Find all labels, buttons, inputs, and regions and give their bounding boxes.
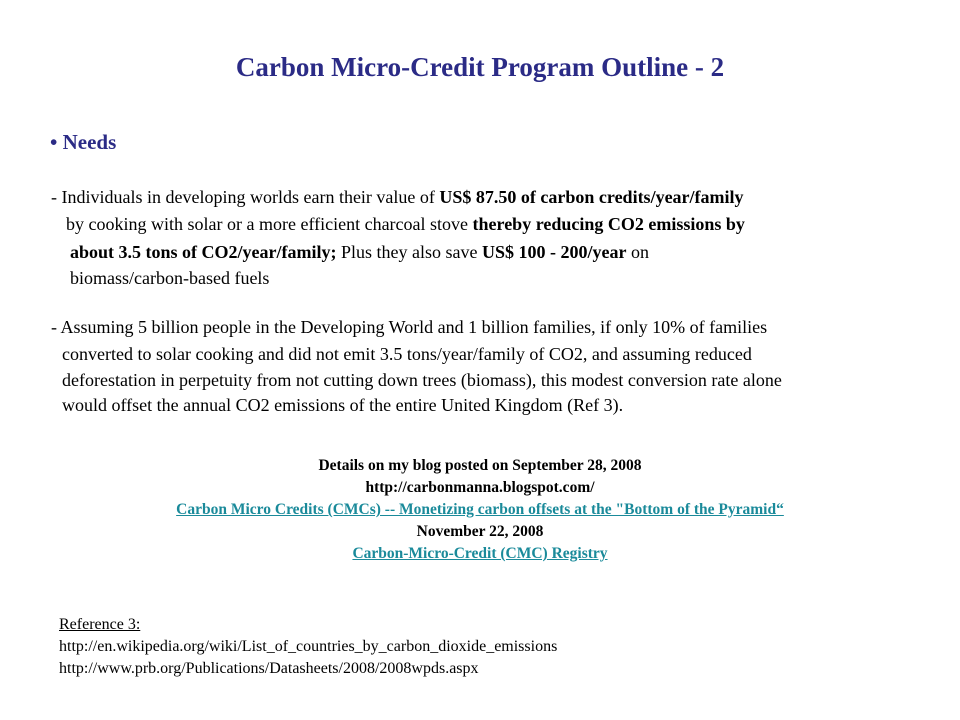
reference-url-prb: http://www.prb.org/Publications/Datasheets/2008/2008wpds.aspx [59, 660, 479, 677]
earnings-line-1-text: - Individuals in developing worlds earn their value of [51, 187, 440, 207]
earnings-line-2 [66, 210, 745, 238]
reference-block [59, 614, 557, 680]
blog-post-date: Details on my blog posted on September 28, 2008 [318, 457, 642, 474]
assumption-line-2: converted to solar cooking and did not emit 3.5 tons/year/family of CO2, and assuming reduced [62, 344, 752, 364]
reference-label: Reference 3: [59, 616, 141, 633]
assumption-line-3: deforestation in perpetuity from not cutting down trees (biomass), this modest conversion rate alone [62, 370, 782, 390]
reference-url-wikipedia: http://en.wikipedia.org/wiki/List_of_countries_by_carbon_dioxide_emissions [59, 638, 558, 655]
earnings-line-1-bold: US$ 87.50 of carbon credits/year/family [439, 187, 744, 207]
earnings-line-3-text-2: on [626, 242, 649, 262]
cmc-registry-link[interactable]: Carbon-Micro-Credit (CMC) Registry [352, 545, 608, 562]
registry-date: November 22, 2008 [416, 523, 544, 540]
earnings-line-4: biomass/carbon-based fuels [70, 268, 270, 288]
earnings-line-3-bold-2: US$ 100 - 200/year [481, 242, 627, 262]
cmc-blog-link[interactable]: Carbon Micro Credits (CMCs) -- Monetizing carbon offsets at the "Bottom of the Pyramid“ [176, 501, 784, 518]
earnings-line-3 [70, 238, 649, 266]
blog-details [0, 455, 960, 565]
assumption-line-4: would offset the annual CO2 emissions of the entire United Kingdom (Ref 3). [62, 395, 624, 415]
blog-url: http://carbonmanna.blogspot.com/ [365, 479, 595, 496]
assumption-line-1: - Assuming 5 billion people in the Developing World and 1 billion families, if only 10% of families [51, 317, 768, 337]
earnings-line-3-bold: about 3.5 tons of CO2/year/family; [70, 242, 337, 262]
earnings-line-3-text: Plus they also save [336, 242, 482, 262]
needs-heading: • Needs [50, 130, 117, 154]
earnings-line-1 [51, 183, 744, 211]
slide-title: Carbon Micro-Credit Program Outline - 2 [235, 52, 725, 82]
earnings-line-2-bold: thereby reducing CO2 emissions by [472, 214, 745, 234]
earnings-line-2-text: by cooking with solar or a more efficient charcoal stove [66, 214, 473, 234]
